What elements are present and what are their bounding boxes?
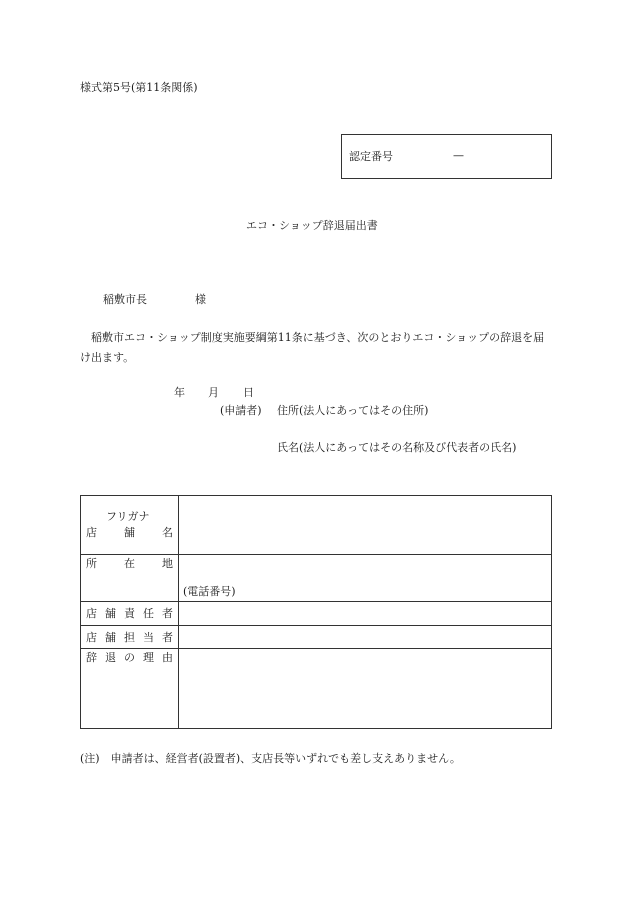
label-char: 当	[143, 631, 154, 644]
label-char: 所	[86, 557, 97, 570]
phone-number-label: (電話番号)	[183, 585, 236, 598]
label-char: 店	[86, 526, 97, 539]
applicant-name-label: 氏名(法人にあってはその名称及び代表者の氏名)	[277, 441, 517, 454]
table-row-shop-name	[81, 496, 551, 555]
label-char: 責	[124, 607, 135, 620]
withdrawal-reason-label	[86, 651, 173, 665]
label-char: 辞	[86, 651, 97, 664]
location-label	[86, 557, 173, 571]
label-char: 店	[86, 607, 97, 620]
shop-staff-label	[86, 631, 173, 645]
label-char: 者	[162, 607, 173, 620]
addressee-honorific: 様	[195, 293, 206, 306]
label-char: 担	[124, 631, 135, 644]
label-char: 由	[162, 651, 173, 664]
furigana-label: フリガナ	[106, 510, 150, 523]
table-row-location	[81, 555, 551, 602]
label-char: の	[124, 651, 135, 664]
shop-name-label	[86, 526, 173, 540]
certification-number-dash: —	[453, 149, 464, 162]
date-month-label: 月	[208, 386, 219, 399]
label-char: 地	[162, 557, 173, 570]
certification-number-box	[341, 134, 552, 179]
shop-manager-label	[86, 607, 173, 621]
certification-number-label: 認定番号	[349, 150, 393, 163]
label-char: 任	[143, 607, 154, 620]
applicant-address-label: 住所(法人にあってはその住所)	[277, 404, 429, 417]
document-title: エコ・ショップ辞退届出書	[246, 219, 378, 232]
shop-info-table	[80, 495, 552, 729]
label-char: 舗	[105, 607, 116, 620]
label-char: 在	[124, 557, 135, 570]
label-char: 舗	[105, 631, 116, 644]
applicant-label: (申請者)	[220, 404, 262, 417]
label-char: 理	[143, 651, 154, 664]
date-day-label: 日	[243, 386, 254, 399]
label-char: 者	[162, 631, 173, 644]
table-row-reason	[81, 649, 551, 728]
addressee-name: 稲敷市長	[103, 293, 147, 306]
table-row-manager	[81, 602, 551, 626]
body-text: 稲敷市エコ・ショップ制度実施要綱第11条に基づき、次のとおりエコ・ショップの辞退を届け出ます。	[80, 331, 545, 364]
label-char: 名	[162, 526, 173, 539]
footnote: (注) 申請者は、経営者(設置者)、支店長等いずれでも差し支えありません。	[80, 752, 461, 765]
date-year-label: 年	[174, 386, 185, 399]
label-char: 舗	[124, 526, 135, 539]
table-row-staff	[81, 626, 551, 649]
form-number-label: 様式第5号(第11条関係)	[80, 81, 198, 94]
label-char: 店	[86, 631, 97, 644]
label-char: 退	[105, 651, 116, 664]
